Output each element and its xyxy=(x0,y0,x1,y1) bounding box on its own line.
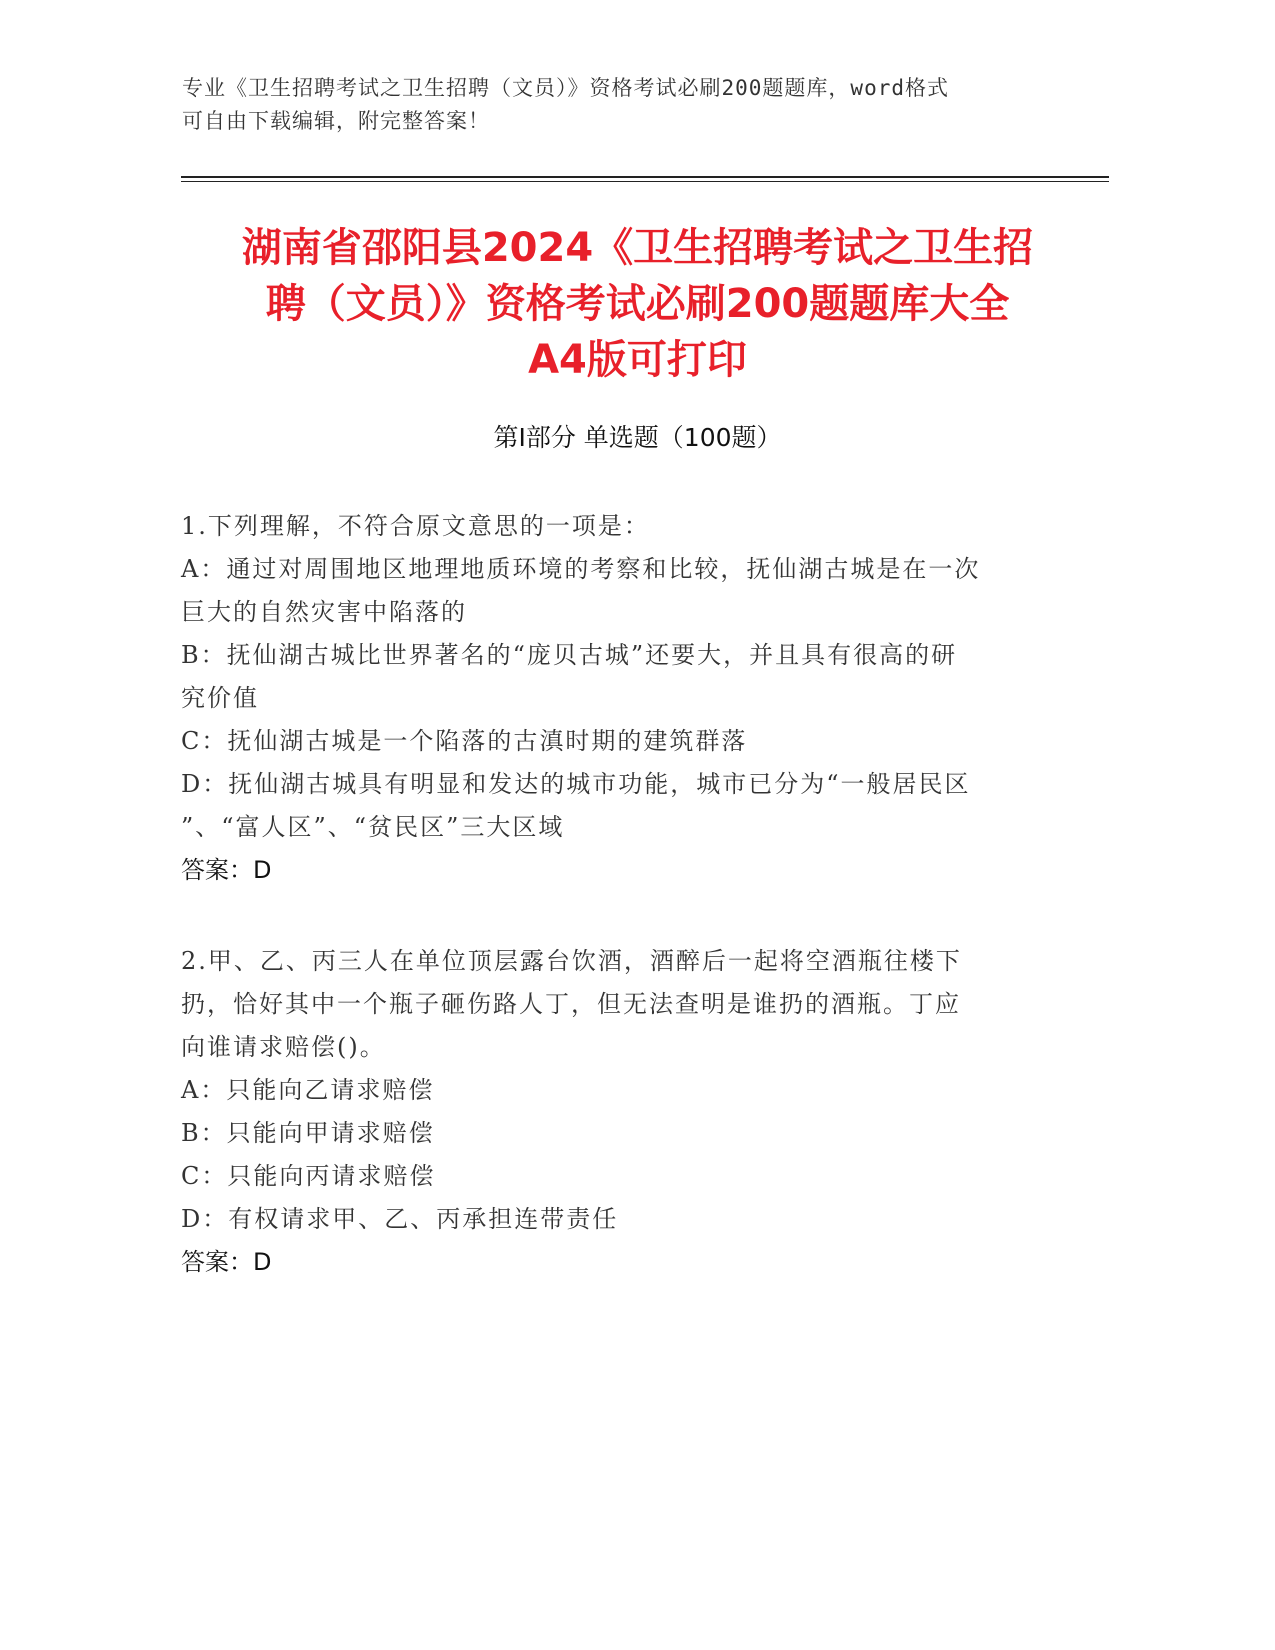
answer-label: 答案：D xyxy=(181,1248,272,1276)
answer-label: 答案：D xyxy=(181,856,272,884)
option-a-cont: 巨大的自然灾害中陷落的 xyxy=(181,598,467,626)
title-line: 湖南省邵阳县2024《卫生招聘考试之卫生招 xyxy=(241,225,1034,271)
option-b: B：只能向甲请求赔偿 xyxy=(181,1119,435,1147)
header-note-line: 专业《卫生招聘考试之卫生招聘（文员）》资格考试必刷200题题库，word格式 xyxy=(182,76,949,100)
option-c: C：抚仙湖古城是一个陷落的古滇时期的建筑群落 xyxy=(181,727,748,755)
header-note xyxy=(182,72,1032,138)
header-divider-thin xyxy=(181,181,1109,182)
question-stem: 2.甲、乙、丙三人在单位顶层露台饮酒，酒醉后一起将空酒瓶往楼下 xyxy=(181,947,962,975)
option-d-cont: ”、“富人区”、“贫民区”三大区域 xyxy=(181,813,565,841)
question-stem-cont: 向谁请求赔偿()。 xyxy=(181,1033,386,1061)
option-a: A：只能向乙请求赔偿 xyxy=(181,1076,435,1104)
title-line: A4版可打印 xyxy=(528,337,747,383)
option-d: D：有权请求甲、乙、丙承担连带责任 xyxy=(181,1205,619,1233)
question-1 xyxy=(181,505,1041,892)
option-b: B：抚仙湖古城比世界著名的“庞贝古城”还要大，并且具有很高的研 xyxy=(181,641,958,669)
question-2 xyxy=(181,940,1041,1284)
option-a: A：通过对周围地区地理地质环境的考察和比较，抚仙湖古城是在一次 xyxy=(181,555,981,583)
header-divider xyxy=(181,176,1109,178)
title-line: 聘（文员）》资格考试必刷200题题库大全 xyxy=(265,281,1010,327)
header-note-line: 可自由下载编辑，附完整答案！ xyxy=(182,109,490,133)
question-stem: 1.下列理解，不符合原文意思的一项是： xyxy=(181,512,650,540)
option-d: D：抚仙湖古城具有明显和发达的城市功能，城市已分为“一般居民区 xyxy=(181,770,971,798)
question-stem-cont: 扔，恰好其中一个瓶子砸伤路人丁，但无法查明是谁扔的酒瓶。丁应 xyxy=(181,990,961,1018)
option-b-cont: 究价值 xyxy=(181,684,259,712)
option-c: C：只能向丙请求赔偿 xyxy=(181,1162,436,1190)
document-title xyxy=(150,220,1125,388)
section-heading: 第Ⅰ部分 单选题（100题） xyxy=(493,423,782,452)
